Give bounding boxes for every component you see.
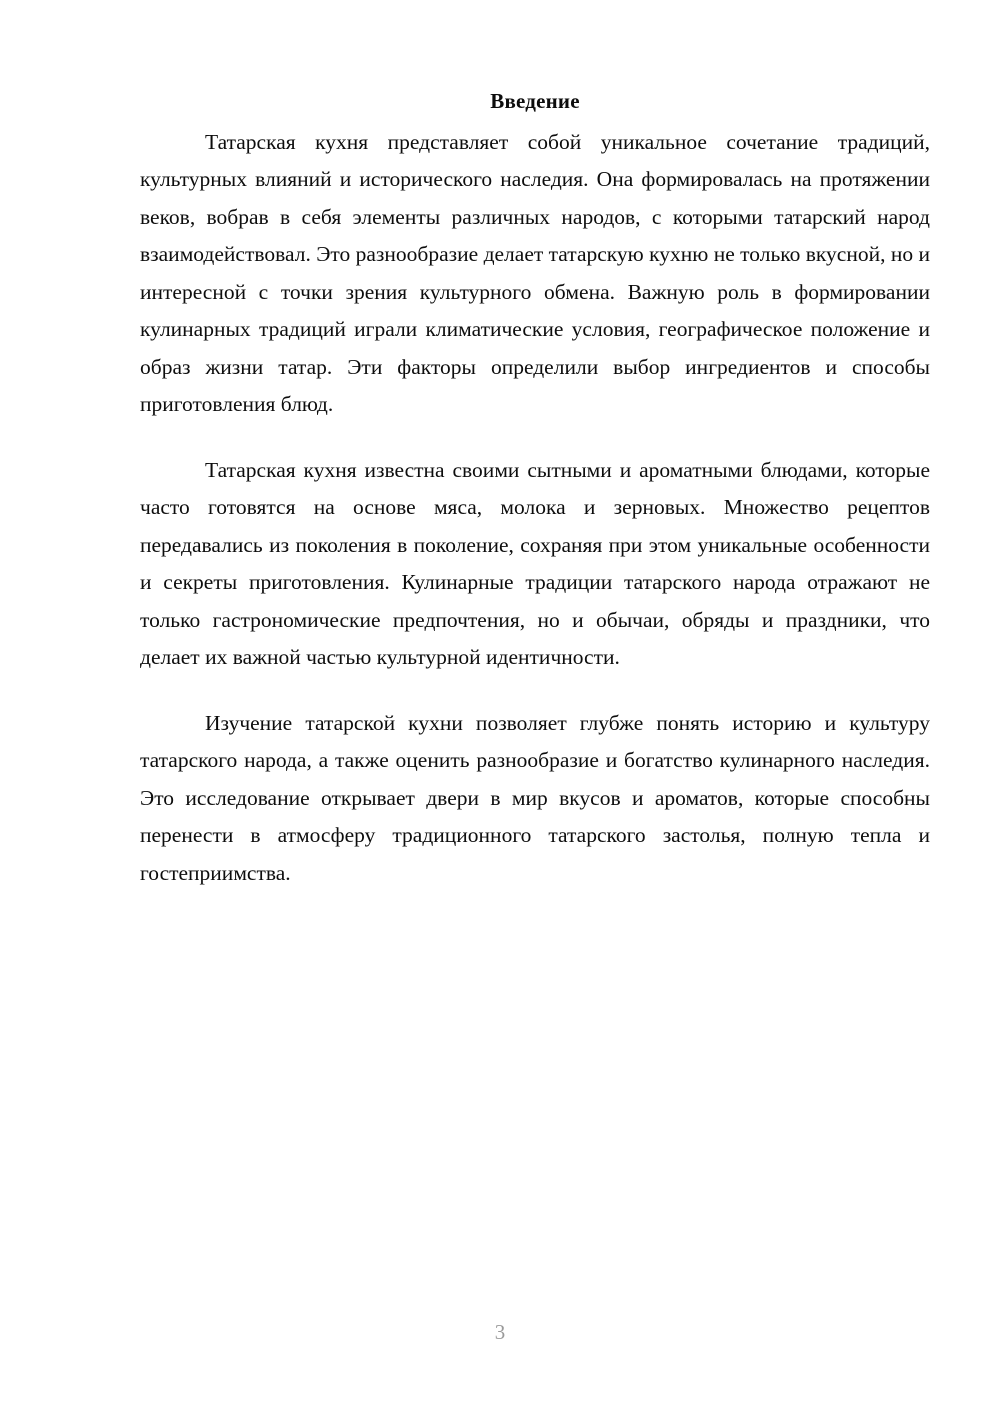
body-paragraph: Татарская кухня представляет собой уникальное сочетание традиций, культурных влияний и исторического наследия. Она формировалась на протяжении веков, вобрав в себя элементы различных народов, с которыми татарский народ взаимодействовал. Это разнообразие делает татарскую кухню не только вкусной, но и интересной с точки зрения культурного обмена. Важную роль в формировании кулинарных традиций играли климатические условия, географическое положение и образ жизни татар. Эти факторы определили выбор ингредиентов и способы приготовления блюд. — [140, 129, 930, 416]
page-title: Введение — [490, 89, 580, 113]
page-number: 3 — [494, 1320, 506, 1344]
page-body — [140, 86, 930, 892]
body-paragraph: Изучение татарской кухни позволяет глубже понять историю и культуру татарского народа, а также оценить разнообразие и богатство кулинарного наследия. Это исследование открывает двери в мир вкусов и ароматов, которые способны перенести в атмосферу традиционного татарского застолья, полную тепла и гостеприимства. — [140, 710, 930, 885]
body-paragraph: Татарская кухня известна своими сытными и ароматными блюдами, которые часто готовятся на основе мяса, молока и зерновых. Множество рецептов передавались из поколения в поколение, сохраняя при этом уникальные особенности и секреты приготовления. Кулинарные традиции татарского народа отражают не только гастрономические предпочтения, но и обычаи, обряды и праздники, что делает их важной частью культурной идентичности. — [140, 457, 930, 669]
